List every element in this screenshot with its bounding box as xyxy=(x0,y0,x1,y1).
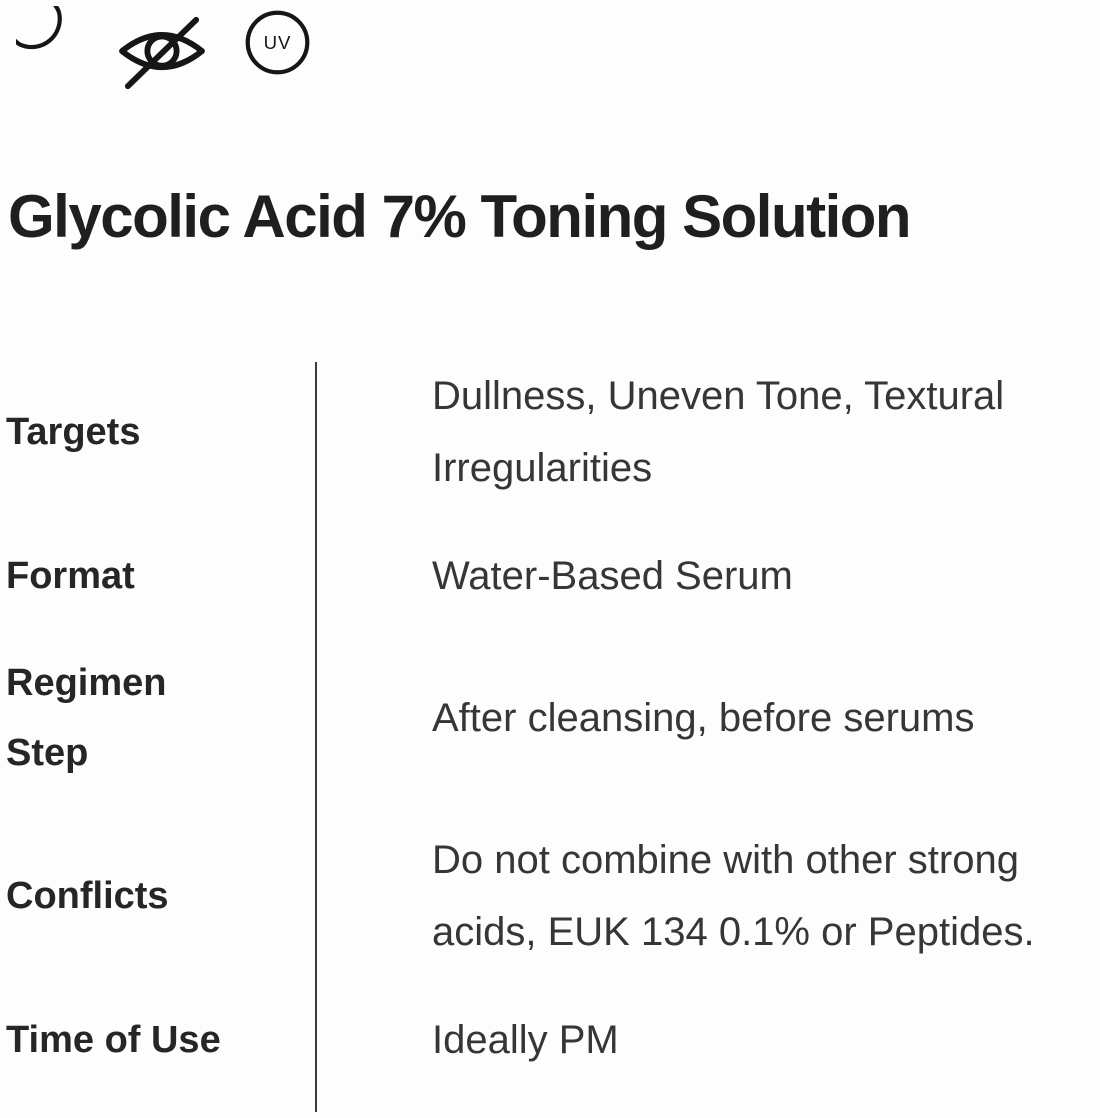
info-row-regimen-step xyxy=(0,648,1100,788)
row-label-targets: Targets xyxy=(6,411,141,453)
row-value-targets: Dullness, Uneven Tone, Textural Irregularities xyxy=(432,374,1005,490)
row-label-regimen-step: Regimen Step xyxy=(6,662,167,774)
info-row-time-of-use xyxy=(0,1004,1100,1076)
product-info-table xyxy=(0,360,1100,1112)
hidden-eye-icon xyxy=(116,14,208,92)
row-label-format: Format xyxy=(6,555,135,597)
uv-icon-label: UV xyxy=(263,32,292,54)
uv-circle-icon xyxy=(244,9,311,76)
table-divider-line xyxy=(315,362,317,1112)
row-value-conflicts: Do not combine with other strong acids, EUK 134 0.1% or Peptides. xyxy=(432,838,1035,954)
moon-icon xyxy=(16,6,80,74)
row-value-format: Water-Based Serum xyxy=(432,554,793,598)
info-row-conflicts xyxy=(0,824,1100,968)
product-attribute-icons xyxy=(0,0,1100,82)
row-value-time-of-use: Ideally PM xyxy=(432,1018,619,1062)
row-label-conflicts: Conflicts xyxy=(6,875,169,917)
row-value-regimen-step: After cleansing, before serums xyxy=(432,696,975,740)
info-row-format xyxy=(0,540,1100,612)
product-title: Glycolic Acid 7% Toning Solution xyxy=(8,183,911,250)
info-row-targets xyxy=(0,360,1100,504)
row-label-time-of-use: Time of Use xyxy=(6,1019,221,1061)
